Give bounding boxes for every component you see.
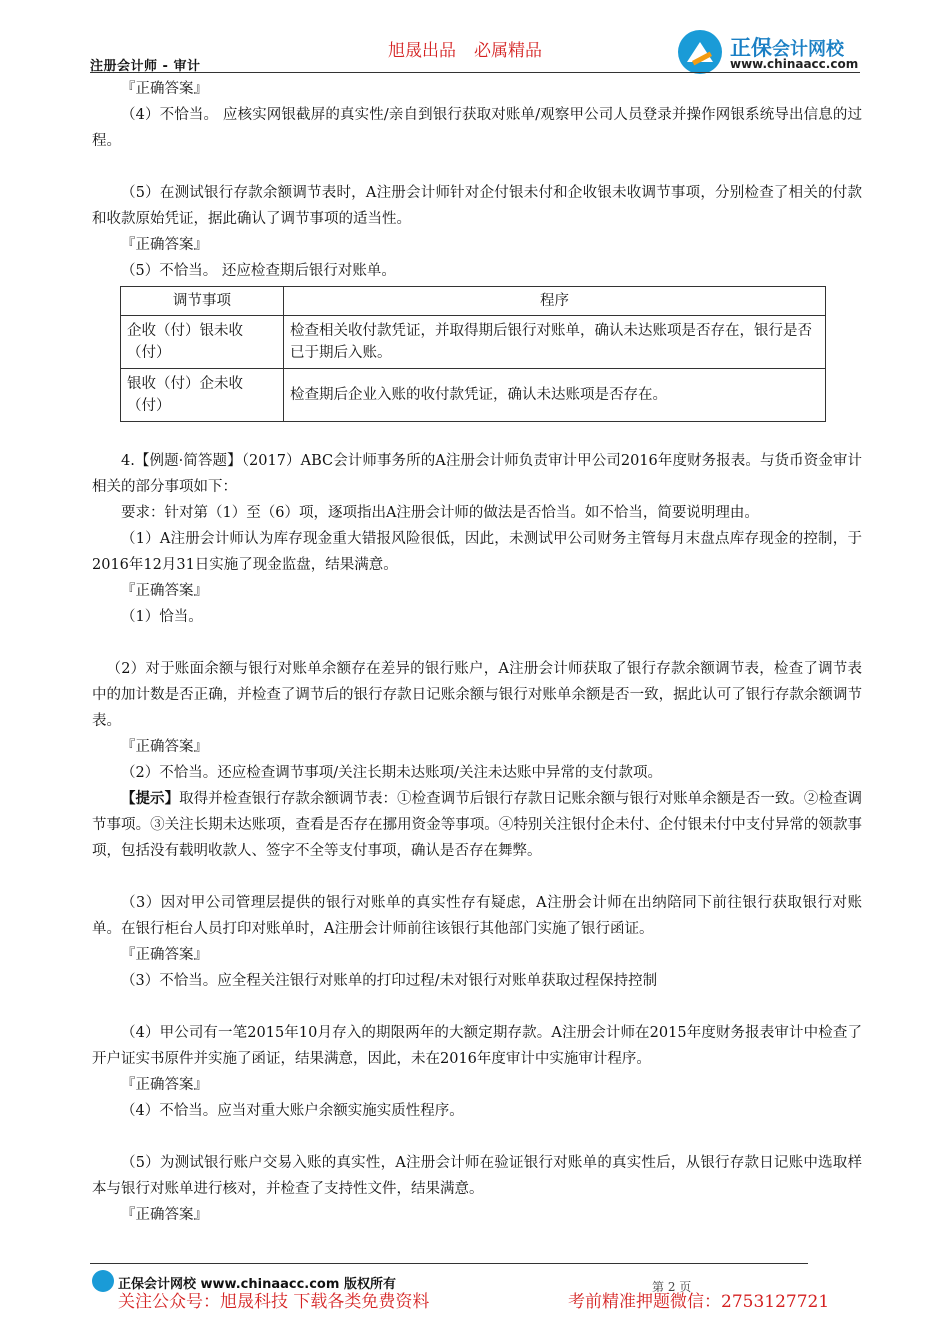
question-item: （3）因对甲公司管理层提供的银行对账单的真实性存有疑虑，A注册会计师在出纳陪同下前往银行获取银行对账单。在银行柜台人员打印对账单时，A注册会计师前往该银行其他部门实施了银行函证。: [92, 895, 862, 937]
adjustment-table: [120, 286, 826, 422]
answer-label: 『正确答案』: [121, 81, 208, 97]
hint-label: 【提示】: [121, 790, 180, 807]
hint-paragraph: [92, 786, 862, 864]
footer-promo-left: 关注公众号：旭晟科技 下载各类免费资料: [118, 1292, 430, 1312]
answer-label: 『正确答案』: [121, 1207, 208, 1223]
question-item: （5）为测试银行账户交易入账的真实性，A注册会计师在验证银行对账单的真实性后，从银行存款日记账中选取样本与银行对账单进行核对，并检查了支持性文件，结果满意。: [92, 1155, 862, 1197]
answer-text: （1）恰当。: [121, 609, 203, 625]
question-requirement: 要求：针对第（1）至（6）项，逐项指出A注册会计师的做法是否恰当。如不恰当，简要说明理由。: [121, 505, 759, 521]
answer-label: 『正确答案』: [121, 237, 208, 253]
footer-divider: [90, 1263, 808, 1264]
hint-text: 取得并检查银行存款余额调节表：①检查调节后银行存款日记账余额与银行对账单余额是否一致。②检查调节事项。③关注长期未达账项，查看是否存在挪用资金等事项。④特别关注银付企未付、企付银未付中支付异常的领款事项，包括没有载明收款人、签字不全等支付事项，确认是否存在舞弊。: [92, 791, 863, 859]
header-slogan-2: 必属精品: [474, 41, 542, 61]
question-item: （2）对于账面余额与银行对账单余额存在差异的银行账户，A注册会计师获取了银行存款余额调节表，检查了调节表中的加计数是否正确，并检查了调节后的银行存款日记账余额与银行对账单余额是否一致，据此认可了银行存款余额调节表。: [92, 661, 862, 729]
header-slogan-1: 旭晟出品: [388, 41, 456, 61]
table-row: [121, 369, 826, 422]
table-header-cell: 程序: [284, 287, 826, 316]
table-cell: 检查相关收付款凭证，并取得期后银行对账单，确认未达账项是否存在，银行是否已于期后入账。: [284, 316, 826, 369]
table-cell: 检查期后企业入账的收付款凭证，确认未达账项是否存在。: [284, 369, 826, 422]
header-divider: [90, 72, 860, 73]
logo-url: www.chinaacc.com: [730, 57, 859, 71]
footer-copyright: 正保会计网校 www.chinaacc.com 版权所有: [118, 1277, 396, 1292]
question-item: （1）A注册会计师认为库存现金重大错报风险很低，因此，未测试甲公司财务主管每月末盘点库存现金的控制，于2016年12月31日实施了现金监盘，结果满意。: [92, 531, 862, 573]
answer-text: （4）不恰当。 应核实网银截屏的真实性/亲自到银行获取对账单/观察甲公司人员登录并操作网银系统导出信息的过程。: [92, 107, 862, 149]
answer-label: 『正确答案』: [121, 583, 208, 599]
logo-name: 正保会计网校: [730, 36, 844, 60]
answer-text: （4）不恰当。应当对重大账户余额实施实质性程序。: [121, 1103, 464, 1119]
answer-label: 『正确答案』: [121, 947, 208, 963]
footer-promo-right: 考前精准押题微信：2753127721: [568, 1292, 830, 1312]
page-number: 第 2 页: [652, 1280, 692, 1294]
document-body: [92, 76, 862, 1228]
logo-badge-icon: [678, 30, 722, 74]
header-slogan: [388, 36, 560, 61]
answer-text: （5）不恰当。 还应检查期后银行对账单。: [121, 263, 396, 279]
answer-text: （2）不恰当。还应检查调节事项/关注长期未达账项/关注未达账中异常的支付款项。: [121, 765, 662, 781]
question-item: （5）在测试银行存款余额调节表时，A注册会计师针对企付银未付和企收银未收调节事项，分别检查了相关的付款和收款原始凭证，据此确认了调节事项的适当性。: [92, 185, 862, 227]
example-question-title: 4.【例题·简答题】（2017）ABC会计师事务所的A注册会计师负责审计甲公司2016年度财务报表。与货币资金审计相关的部分事项如下：: [92, 453, 862, 495]
answer-text: （3）不恰当。应全程关注银行对账单的打印过程/未对银行对账单获取过程保持控制: [121, 973, 658, 989]
header-course-title: 注册会计师 - 审计: [90, 59, 201, 74]
footer-logo-icon: [92, 1270, 114, 1292]
table-row: [121, 316, 826, 369]
table-header-cell: 调节事项: [121, 287, 284, 316]
table-cell: 企收（付）银未收（付）: [121, 316, 284, 369]
chinaacc-logo: [678, 30, 868, 74]
answer-label: 『正确答案』: [121, 1077, 208, 1093]
table-header-row: [121, 287, 826, 316]
question-item: （4）甲公司有一笔2015年10月存入的期限两年的大额定期存款。A注册会计师在2015年度财务报表审计中检查了开户证实书原件并实施了函证，结果满意，因此，未在2016年度审计中实施审计程序。: [92, 1025, 862, 1067]
table-cell: 银收（付）企未收（付）: [121, 369, 284, 422]
answer-label: 『正确答案』: [121, 739, 208, 755]
